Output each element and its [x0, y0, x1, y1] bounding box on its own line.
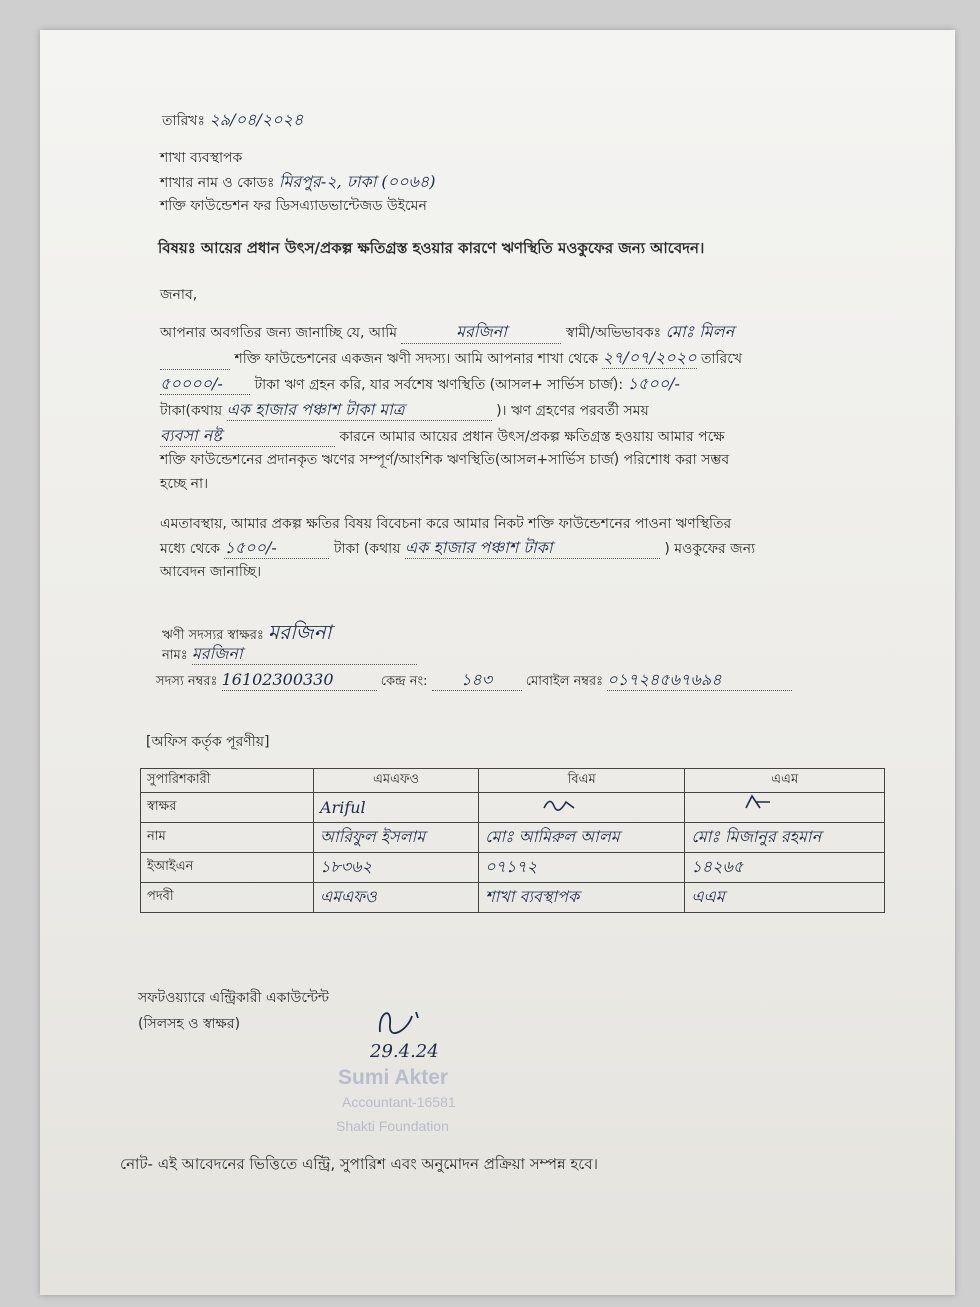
balance-words-value: এক হাজার পঞ্চাশ টাকা মাত্র	[227, 400, 492, 421]
table-cell: ১৪২৬৫	[685, 853, 885, 883]
member-name: মরজিনা	[192, 644, 417, 665]
body-text: )। ঋণ গ্রহণের পরবর্তী সময়	[496, 403, 649, 419]
waive-amount-value: ১৫০০/-	[224, 538, 329, 559]
guardian-value: মোঃ মিলন	[665, 322, 735, 341]
body-para2-line-1: এমতাবস্থায়, আমার প্রকল্প ক্ষতির বিষয় বিবেচনা করে আমার নিকট শক্তি ফাউন্ডেশনের পাওনা ঋণস্থিতির	[160, 516, 732, 532]
mobile-number: ০১৭২৪৫৬৭৬৯৪	[607, 670, 792, 691]
table-row	[141, 853, 885, 883]
body-text: স্বামী/অভিভাবকঃ	[565, 325, 662, 341]
center-label: কেন্দ্র নং:	[380, 674, 428, 689]
member-name-value: মরজিনা	[456, 322, 507, 341]
table-header-cell: এমএফও	[314, 769, 479, 793]
accountant-title: সফটওয়্যারে এন্ট্রিকারী একাউন্টেন্ট	[138, 990, 330, 1006]
table-cell: এএম	[685, 883, 885, 913]
loan-amount-value: ৫০০০০/-	[160, 374, 250, 395]
body-text: তারিখে	[700, 351, 743, 367]
table-cell: ১৮৩৬২	[314, 853, 479, 883]
member-id: 16102300330	[222, 670, 377, 691]
reason-value: ব্যবসা নষ্ট	[160, 426, 335, 447]
body-text: আপনার অবগতির জন্য জানাচ্ছি যে, আমি	[160, 325, 398, 341]
accountant-sign-date: 29.4.24	[370, 1041, 439, 1062]
application-form-page	[40, 30, 955, 1295]
stamp-org: Shakti Foundation	[336, 1118, 449, 1134]
table-header-row	[141, 769, 885, 793]
loan-date-value: ২৭/০৭/২০২০	[602, 348, 697, 367]
branch-line	[160, 172, 436, 193]
body-text: ) মওকুফের জন্য	[664, 541, 756, 557]
table-cell: স্বাক্ষর	[141, 793, 314, 823]
organization-name: শক্তি ফাউন্ডেশন ফর ডিসএ্যাডভান্টেজড উইমেন	[160, 198, 427, 214]
body-line-2	[160, 348, 742, 370]
table-cell: আরিফুল ইসলাম	[314, 823, 479, 853]
member-name-field	[401, 322, 561, 344]
body-line-4	[160, 400, 649, 421]
body-line-5	[160, 426, 725, 447]
stamp-name: Sumi Akter	[338, 1066, 449, 1089]
recipient-designation: শাখা ব্যবস্থাপক	[160, 150, 243, 166]
dotted-field	[160, 349, 230, 370]
table-header-cell: এএম	[685, 769, 885, 793]
waive-words-value: এক হাজার পঞ্চাশ টাকা	[405, 538, 660, 559]
member-id-label: সদস্য নম্বরঃ	[156, 674, 218, 689]
date-line	[162, 110, 303, 131]
member-id-line	[156, 670, 792, 692]
office-use-label: [অফিস কর্তৃক পূরণীয়]	[146, 734, 270, 750]
bm-signature	[479, 793, 685, 823]
stamp-title: Accountant-16581	[342, 1094, 456, 1110]
body-text: কারনে আমার আয়ের প্রধান উৎস/প্রকল্প ক্ষতিগ্রস্ত হওয়ায় আমার পক্ষে	[339, 429, 725, 445]
branch-label: শাখার নাম ও কোডঃ	[160, 175, 275, 191]
member-name-label: নামঃ	[162, 648, 188, 663]
body-line-3	[160, 374, 680, 395]
table-header-cell: বিএম	[479, 769, 685, 793]
branch-value: মিরপুর-২, ঢাকা (০০৬৪)	[278, 172, 436, 191]
table-cell: নাম	[141, 823, 314, 853]
body-text: টাকা ঋণ গ্রহন করি, যার সর্বশেষ ঋণস্থিতি (আসল+ সার্ভিস চার্জ):	[254, 377, 624, 393]
member-signature: মরজিনা	[267, 620, 332, 644]
body-para2-line-3: আবেদন জানাচ্ছি।	[160, 564, 262, 580]
table-cell: মোঃ আমিরুল আলম	[479, 823, 685, 853]
table-cell: ইআইএন	[141, 853, 314, 883]
table-header-cell: সুপারিশকারী	[141, 769, 314, 793]
bm-signature-scribble-icon	[540, 794, 580, 814]
table-cell: পদবী	[141, 883, 314, 913]
member-sign-line	[162, 622, 331, 646]
table-cell: মোঃ মিজানুর রহমান	[685, 823, 885, 853]
body-text: শক্তি ফাউন্ডেশনের একজন ঋণী সদস্য। আমি আপনার শাখা থেকে	[234, 351, 599, 367]
recommendation-table	[140, 768, 885, 913]
am-signature	[685, 793, 885, 823]
table-cell: এমএফও	[314, 883, 479, 913]
table-row	[141, 883, 885, 913]
footer-note: নোট- এই আবেদনের ভিত্তিতে এন্ট্রি, সুপারিশ এবং অনুমোদন প্রক্রিয়া সম্পন্ন হবে।	[120, 1155, 598, 1173]
body-para2-line-2	[160, 538, 755, 559]
accountant-seal-note: (সিলসহ ও স্বাক্ষর)	[138, 1016, 241, 1032]
body-line-1	[160, 322, 734, 344]
salutation: জনাব,	[160, 287, 198, 303]
subject-line: বিষয়ঃ আয়ের প্রধান উৎস/প্রকল্প ক্ষতিগ্রস্ত হওয়ার কারণে ঋণস্থিতি মওকুফের জন্য আবেদন।	[158, 239, 705, 257]
table-cell: ০৭১৭২	[479, 853, 685, 883]
am-signature-scribble-icon	[740, 792, 780, 814]
mfo-signature: Ariful	[314, 793, 479, 823]
body-line-7: হচ্ছে না।	[160, 476, 209, 492]
date-label: তারিখঃ	[162, 113, 205, 129]
balance-value: ১৫০০/-	[627, 374, 680, 393]
accountant-signature-icon	[372, 1002, 442, 1040]
body-text: মধ্যে থেকে	[160, 541, 220, 557]
table-cell: শাখা ব্যবস্থাপক	[479, 883, 685, 913]
date-value: ২৯/০৪/২০২৪	[209, 110, 304, 129]
member-sign-label: ঋণী সদস্যর স্বাক্ষরঃ	[162, 628, 264, 643]
body-line-6: শক্তি ফাউন্ডেশনের প্রদানকৃত ঋণের সম্পূর্ণ/আংশিক ঋণস্থিতি(আসল+সার্ভিস চার্জ) পরিশোধ করা সম্ভব	[160, 452, 730, 468]
table-row	[141, 823, 885, 853]
body-text: টাকা(কথায়	[160, 403, 223, 419]
mobile-label: মোবাইল নম্বরঃ	[525, 674, 604, 689]
center-number: ১৪৩	[432, 670, 522, 691]
member-name-line	[162, 644, 417, 666]
body-text: টাকা (কথায়	[333, 541, 401, 557]
